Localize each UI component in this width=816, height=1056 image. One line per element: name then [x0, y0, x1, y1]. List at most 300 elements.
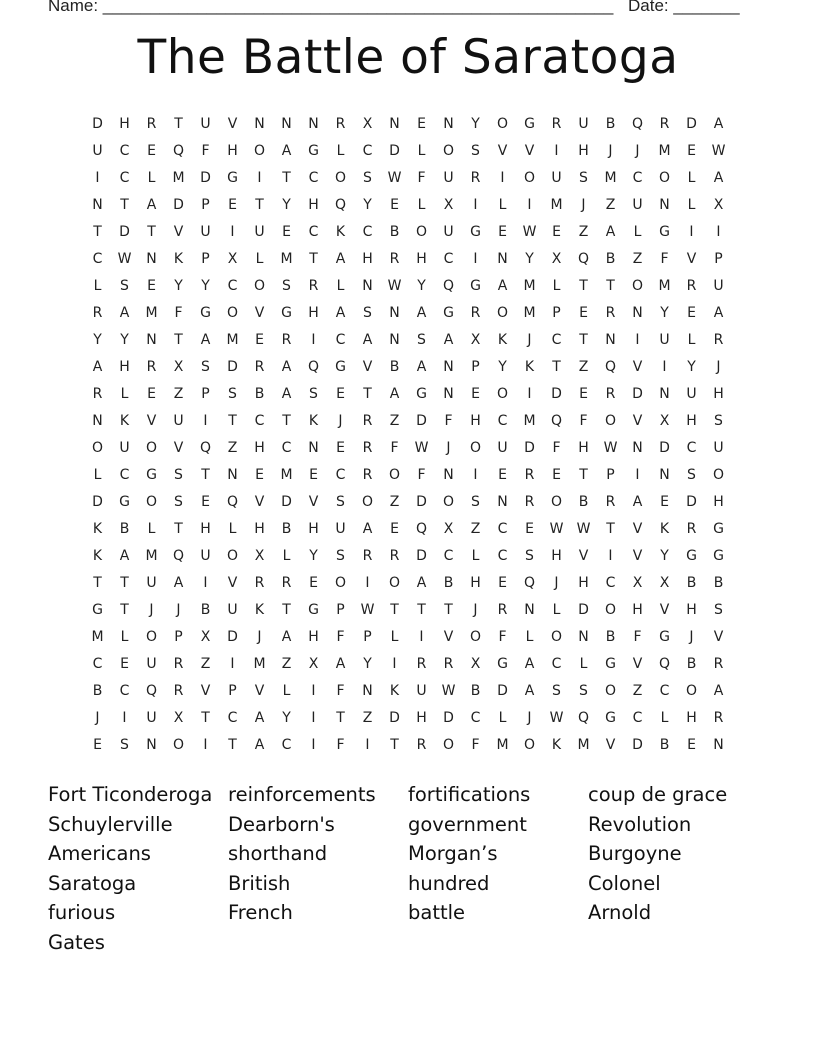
- grid-letter[interactable]: O: [685, 683, 698, 699]
- grid-letter[interactable]: E: [498, 467, 507, 483]
- grid-letter[interactable]: O: [658, 170, 671, 186]
- grid-letter[interactable]: S: [363, 305, 372, 321]
- grid-letter[interactable]: L: [147, 170, 156, 186]
- grid-letter[interactable]: D: [92, 494, 103, 510]
- grid-letter[interactable]: B: [605, 251, 616, 267]
- grid-letter[interactable]: Q: [577, 710, 590, 726]
- grid-letter[interactable]: F: [498, 629, 507, 645]
- grid-letter[interactable]: Y: [471, 116, 480, 132]
- grid-letter[interactable]: R: [92, 386, 103, 402]
- grid-letter[interactable]: T: [93, 575, 102, 591]
- grid-letter[interactable]: V: [497, 143, 508, 159]
- grid-letter[interactable]: P: [552, 305, 561, 321]
- grid-letter[interactable]: P: [228, 683, 237, 699]
- grid-letter[interactable]: S: [471, 143, 480, 159]
- grid-letter[interactable]: R: [146, 359, 157, 375]
- grid-letter[interactable]: Z: [605, 197, 616, 213]
- grid-letter[interactable]: O: [145, 629, 158, 645]
- grid-letter[interactable]: H: [470, 575, 481, 591]
- grid-letter[interactable]: N: [308, 440, 319, 456]
- grid-letter[interactable]: N: [389, 116, 400, 132]
- grid-letter[interactable]: I: [311, 710, 316, 726]
- grid-letter[interactable]: S: [714, 602, 723, 618]
- grid-letter[interactable]: D: [416, 413, 427, 429]
- grid-letter[interactable]: O: [172, 737, 185, 753]
- grid-letter[interactable]: R: [659, 116, 670, 132]
- grid-letter[interactable]: A: [281, 359, 292, 375]
- grid-letter[interactable]: N: [146, 332, 157, 348]
- grid-letter[interactable]: R: [335, 116, 346, 132]
- grid-letter[interactable]: V: [173, 440, 184, 456]
- grid-letter[interactable]: O: [334, 170, 347, 186]
- grid-letter[interactable]: C: [443, 251, 454, 267]
- grid-letter[interactable]: S: [336, 494, 345, 510]
- grid-letter[interactable]: Y: [282, 710, 291, 726]
- grid-letter[interactable]: J: [635, 143, 640, 159]
- grid-letter[interactable]: X: [713, 197, 724, 213]
- grid-letter[interactable]: R: [605, 494, 616, 510]
- grid-letter[interactable]: S: [228, 386, 237, 402]
- grid-letter[interactable]: T: [174, 521, 183, 537]
- grid-letter[interactable]: E: [579, 386, 588, 402]
- grid-letter[interactable]: L: [633, 224, 642, 240]
- grid-letter[interactable]: N: [308, 116, 319, 132]
- grid-letter[interactable]: Z: [173, 386, 184, 402]
- grid-letter[interactable]: T: [120, 575, 129, 591]
- grid-letter[interactable]: L: [120, 386, 129, 402]
- grid-letter[interactable]: X: [443, 521, 454, 537]
- grid-letter[interactable]: G: [713, 548, 724, 564]
- grid-letter[interactable]: E: [552, 224, 561, 240]
- grid-letter[interactable]: J: [446, 440, 451, 456]
- grid-letter[interactable]: S: [174, 467, 183, 483]
- grid-letter[interactable]: D: [659, 440, 670, 456]
- grid-letter[interactable]: C: [119, 467, 130, 483]
- grid-letter[interactable]: J: [689, 629, 694, 645]
- grid-letter[interactable]: H: [308, 629, 319, 645]
- grid-letter[interactable]: U: [146, 656, 157, 672]
- grid-letter[interactable]: N: [713, 737, 724, 753]
- grid-letter[interactable]: R: [713, 332, 724, 348]
- grid-letter[interactable]: C: [497, 413, 508, 429]
- grid-letter[interactable]: D: [443, 710, 454, 726]
- grid-letter[interactable]: A: [713, 170, 724, 186]
- grid-letter[interactable]: X: [443, 197, 454, 213]
- grid-letter[interactable]: P: [201, 251, 210, 267]
- grid-letter[interactable]: H: [578, 575, 589, 591]
- grid-letter[interactable]: G: [308, 143, 319, 159]
- grid-letter[interactable]: J: [608, 143, 613, 159]
- grid-letter[interactable]: D: [632, 737, 643, 753]
- grid-letter[interactable]: M: [523, 305, 536, 321]
- grid-letter[interactable]: G: [308, 602, 319, 618]
- grid-letter[interactable]: H: [227, 143, 238, 159]
- grid-letter[interactable]: T: [147, 224, 156, 240]
- grid-letter[interactable]: C: [551, 656, 562, 672]
- grid-letter[interactable]: X: [362, 116, 373, 132]
- grid-letter[interactable]: C: [551, 332, 562, 348]
- grid-letter[interactable]: R: [146, 116, 157, 132]
- grid-letter[interactable]: I: [365, 575, 370, 591]
- grid-letter[interactable]: E: [255, 332, 264, 348]
- grid-letter[interactable]: G: [713, 521, 724, 537]
- grid-letter[interactable]: Y: [201, 278, 210, 294]
- grid-letter[interactable]: L: [687, 332, 696, 348]
- grid-letter[interactable]: H: [578, 143, 589, 159]
- grid-letter[interactable]: E: [687, 305, 696, 321]
- grid-letter[interactable]: D: [389, 143, 400, 159]
- grid-letter[interactable]: R: [416, 737, 427, 753]
- grid-letter[interactable]: R: [173, 656, 184, 672]
- grid-letter[interactable]: N: [146, 737, 157, 753]
- grid-letter[interactable]: W: [414, 440, 429, 456]
- grid-letter[interactable]: A: [281, 386, 292, 402]
- grid-letter[interactable]: Y: [93, 332, 102, 348]
- grid-letter[interactable]: Z: [227, 440, 238, 456]
- grid-letter[interactable]: T: [174, 332, 183, 348]
- grid-letter[interactable]: Q: [226, 494, 239, 510]
- grid-letter[interactable]: I: [230, 224, 235, 240]
- grid-letter[interactable]: C: [605, 575, 616, 591]
- grid-letter[interactable]: S: [579, 683, 588, 699]
- grid-letter[interactable]: F: [417, 467, 426, 483]
- grid-letter[interactable]: H: [686, 413, 697, 429]
- grid-letter[interactable]: R: [173, 683, 184, 699]
- grid-letter[interactable]: V: [254, 305, 265, 321]
- grid-letter[interactable]: R: [497, 602, 508, 618]
- grid-letter[interactable]: W: [387, 170, 402, 186]
- grid-letter[interactable]: T: [201, 467, 210, 483]
- grid-letter[interactable]: R: [551, 116, 562, 132]
- grid-letter[interactable]: M: [577, 737, 590, 753]
- grid-letter[interactable]: U: [119, 440, 130, 456]
- grid-letter[interactable]: E: [552, 467, 561, 483]
- grid-letter[interactable]: M: [496, 737, 509, 753]
- grid-letter[interactable]: A: [92, 359, 103, 375]
- grid-letter[interactable]: E: [660, 494, 669, 510]
- grid-letter[interactable]: H: [713, 494, 724, 510]
- grid-letter[interactable]: O: [388, 575, 401, 591]
- grid-letter[interactable]: L: [120, 629, 129, 645]
- grid-letter[interactable]: K: [173, 251, 184, 267]
- grid-letter[interactable]: J: [257, 629, 262, 645]
- grid-letter[interactable]: H: [686, 602, 697, 618]
- grid-letter[interactable]: D: [551, 386, 562, 402]
- grid-letter[interactable]: N: [389, 305, 400, 321]
- grid-letter[interactable]: C: [686, 440, 697, 456]
- grid-letter[interactable]: T: [336, 710, 345, 726]
- grid-letter[interactable]: R: [308, 278, 319, 294]
- grid-letter[interactable]: V: [632, 413, 643, 429]
- grid-letter[interactable]: L: [336, 278, 345, 294]
- grid-letter[interactable]: D: [227, 629, 238, 645]
- grid-letter[interactable]: O: [550, 629, 563, 645]
- grid-letter[interactable]: A: [281, 143, 292, 159]
- grid-letter[interactable]: V: [173, 224, 184, 240]
- grid-letter[interactable]: F: [552, 440, 561, 456]
- grid-letter[interactable]: H: [416, 710, 427, 726]
- grid-letter[interactable]: R: [362, 548, 373, 564]
- grid-letter[interactable]: M: [145, 305, 158, 321]
- grid-letter[interactable]: V: [632, 359, 643, 375]
- grid-letter[interactable]: T: [228, 737, 237, 753]
- grid-letter[interactable]: O: [253, 278, 266, 294]
- grid-letter[interactable]: I: [365, 737, 370, 753]
- grid-letter[interactable]: L: [336, 143, 345, 159]
- grid-letter[interactable]: B: [200, 602, 211, 618]
- grid-letter[interactable]: V: [362, 359, 373, 375]
- grid-letter[interactable]: A: [389, 386, 400, 402]
- grid-letter[interactable]: I: [689, 224, 694, 240]
- grid-letter[interactable]: F: [633, 629, 642, 645]
- grid-letter[interactable]: A: [632, 494, 643, 510]
- grid-letter[interactable]: P: [714, 251, 723, 267]
- grid-letter[interactable]: L: [498, 197, 507, 213]
- grid-letter[interactable]: O: [334, 575, 347, 591]
- grid-letter[interactable]: M: [658, 143, 671, 159]
- grid-letter[interactable]: E: [417, 116, 426, 132]
- grid-letter[interactable]: U: [173, 413, 184, 429]
- grid-letter[interactable]: A: [362, 521, 373, 537]
- grid-letter[interactable]: T: [309, 251, 318, 267]
- grid-letter[interactable]: V: [659, 602, 670, 618]
- grid-letter[interactable]: I: [527, 386, 532, 402]
- grid-letter[interactable]: E: [687, 143, 696, 159]
- grid-letter[interactable]: L: [525, 629, 534, 645]
- grid-letter[interactable]: E: [579, 305, 588, 321]
- grid-letter[interactable]: U: [713, 440, 724, 456]
- grid-letter[interactable]: M: [280, 251, 293, 267]
- grid-letter[interactable]: I: [527, 197, 532, 213]
- grid-letter[interactable]: A: [254, 737, 265, 753]
- grid-letter[interactable]: N: [497, 494, 508, 510]
- grid-letter[interactable]: U: [578, 116, 589, 132]
- grid-letter[interactable]: A: [497, 278, 508, 294]
- grid-letter[interactable]: N: [92, 413, 103, 429]
- grid-letter[interactable]: I: [635, 467, 640, 483]
- grid-letter[interactable]: Z: [389, 494, 400, 510]
- grid-letter[interactable]: V: [146, 413, 157, 429]
- grid-letter[interactable]: R: [362, 467, 373, 483]
- grid-letter[interactable]: R: [254, 575, 265, 591]
- grid-letter[interactable]: H: [416, 251, 427, 267]
- grid-letter[interactable]: Y: [498, 359, 507, 375]
- grid-letter[interactable]: L: [660, 710, 669, 726]
- date-field-label[interactable]: Date: _______: [628, 0, 740, 15]
- grid-letter[interactable]: J: [176, 602, 181, 618]
- grid-letter[interactable]: O: [145, 494, 158, 510]
- grid-letter[interactable]: M: [145, 548, 158, 564]
- grid-letter[interactable]: B: [470, 683, 481, 699]
- grid-letter[interactable]: T: [606, 521, 615, 537]
- grid-letter[interactable]: E: [282, 224, 291, 240]
- grid-letter[interactable]: S: [201, 359, 210, 375]
- grid-letter[interactable]: X: [227, 251, 238, 267]
- grid-letter[interactable]: G: [497, 656, 508, 672]
- grid-letter[interactable]: Y: [660, 548, 669, 564]
- grid-letter[interactable]: L: [282, 548, 291, 564]
- grid-letter[interactable]: O: [496, 386, 509, 402]
- grid-letter[interactable]: H: [308, 305, 319, 321]
- grid-letter[interactable]: L: [228, 521, 237, 537]
- grid-letter[interactable]: W: [117, 251, 132, 267]
- grid-letter[interactable]: N: [443, 467, 454, 483]
- grid-letter[interactable]: K: [389, 683, 400, 699]
- grid-letter[interactable]: E: [147, 143, 156, 159]
- grid-letter[interactable]: O: [226, 548, 239, 564]
- grid-letter[interactable]: R: [281, 575, 292, 591]
- grid-letter[interactable]: Z: [632, 251, 643, 267]
- grid-letter[interactable]: F: [390, 440, 399, 456]
- grid-letter[interactable]: K: [524, 359, 535, 375]
- grid-letter[interactable]: N: [659, 386, 670, 402]
- grid-letter[interactable]: Y: [120, 332, 129, 348]
- grid-letter[interactable]: F: [471, 737, 480, 753]
- grid-letter[interactable]: O: [226, 305, 239, 321]
- grid-letter[interactable]: L: [255, 251, 264, 267]
- grid-letter[interactable]: A: [416, 575, 427, 591]
- grid-letter[interactable]: Z: [281, 656, 292, 672]
- grid-letter[interactable]: N: [443, 116, 454, 132]
- grid-letter[interactable]: G: [524, 116, 535, 132]
- grid-letter[interactable]: J: [338, 413, 343, 429]
- grid-letter[interactable]: R: [713, 656, 724, 672]
- grid-letter[interactable]: U: [227, 602, 238, 618]
- grid-letter[interactable]: W: [441, 683, 456, 699]
- grid-letter[interactable]: Q: [172, 143, 185, 159]
- grid-letter[interactable]: H: [632, 602, 643, 618]
- grid-letter[interactable]: N: [578, 629, 589, 645]
- grid-letter[interactable]: Z: [470, 521, 481, 537]
- grid-letter[interactable]: E: [255, 467, 264, 483]
- grid-letter[interactable]: I: [203, 413, 208, 429]
- grid-letter[interactable]: V: [578, 548, 589, 564]
- grid-letter[interactable]: I: [203, 737, 208, 753]
- grid-letter[interactable]: A: [605, 224, 616, 240]
- grid-letter[interactable]: H: [254, 521, 265, 537]
- grid-letter[interactable]: F: [336, 629, 345, 645]
- grid-letter[interactable]: P: [174, 629, 183, 645]
- grid-letter[interactable]: T: [363, 386, 372, 402]
- grid-letter[interactable]: N: [92, 197, 103, 213]
- grid-letter[interactable]: K: [254, 602, 265, 618]
- grid-letter[interactable]: B: [92, 683, 103, 699]
- grid-letter[interactable]: D: [389, 710, 400, 726]
- grid-letter[interactable]: B: [605, 629, 616, 645]
- grid-letter[interactable]: N: [227, 467, 238, 483]
- grid-letter[interactable]: B: [119, 521, 130, 537]
- grid-letter[interactable]: B: [605, 116, 616, 132]
- grid-letter[interactable]: L: [687, 170, 696, 186]
- grid-letter[interactable]: O: [631, 278, 644, 294]
- grid-letter[interactable]: R: [686, 278, 697, 294]
- grid-letter[interactable]: D: [416, 494, 427, 510]
- grid-letter[interactable]: O: [145, 440, 158, 456]
- grid-letter[interactable]: O: [523, 170, 536, 186]
- grid-letter[interactable]: L: [471, 548, 480, 564]
- grid-letter[interactable]: V: [443, 629, 454, 645]
- grid-letter[interactable]: N: [659, 197, 670, 213]
- grid-letter[interactable]: L: [147, 521, 156, 537]
- grid-letter[interactable]: A: [524, 683, 535, 699]
- grid-letter[interactable]: M: [523, 413, 536, 429]
- grid-letter[interactable]: U: [200, 548, 211, 564]
- grid-letter[interactable]: C: [227, 278, 238, 294]
- grid-letter[interactable]: Q: [307, 359, 320, 375]
- grid-letter[interactable]: Y: [309, 548, 318, 564]
- grid-letter[interactable]: S: [417, 332, 426, 348]
- grid-letter[interactable]: W: [549, 710, 564, 726]
- grid-letter[interactable]: X: [551, 251, 562, 267]
- grid-letter[interactable]: X: [659, 575, 670, 591]
- grid-letter[interactable]: I: [608, 548, 613, 564]
- grid-letter[interactable]: A: [362, 332, 373, 348]
- grid-letter[interactable]: G: [200, 305, 211, 321]
- grid-letter[interactable]: E: [147, 278, 156, 294]
- grid-letter[interactable]: H: [308, 521, 319, 537]
- grid-letter[interactable]: X: [173, 359, 184, 375]
- grid-letter[interactable]: Z: [632, 683, 643, 699]
- grid-letter[interactable]: S: [309, 386, 318, 402]
- grid-letter[interactable]: W: [576, 521, 591, 537]
- grid-letter[interactable]: D: [524, 440, 535, 456]
- grid-letter[interactable]: D: [497, 683, 508, 699]
- grid-letter[interactable]: J: [554, 575, 559, 591]
- grid-letter[interactable]: M: [658, 278, 671, 294]
- grid-letter[interactable]: U: [146, 575, 157, 591]
- grid-letter[interactable]: U: [335, 521, 346, 537]
- grid-letter[interactable]: A: [335, 656, 346, 672]
- grid-letter[interactable]: J: [527, 710, 532, 726]
- grid-letter[interactable]: I: [662, 359, 667, 375]
- grid-letter[interactable]: O: [604, 602, 617, 618]
- grid-letter[interactable]: T: [579, 332, 588, 348]
- grid-letter[interactable]: Z: [578, 224, 589, 240]
- grid-letter[interactable]: C: [281, 440, 292, 456]
- grid-letter[interactable]: Z: [362, 710, 373, 726]
- grid-letter[interactable]: C: [227, 710, 238, 726]
- grid-letter[interactable]: R: [362, 413, 373, 429]
- grid-letter[interactable]: T: [417, 602, 426, 618]
- grid-letter[interactable]: E: [336, 386, 345, 402]
- grid-letter[interactable]: N: [632, 305, 643, 321]
- grid-letter[interactable]: T: [579, 467, 588, 483]
- grid-letter[interactable]: A: [173, 575, 184, 591]
- grid-letter[interactable]: C: [308, 170, 319, 186]
- grid-letter[interactable]: T: [228, 413, 237, 429]
- grid-letter[interactable]: R: [524, 467, 535, 483]
- grid-letter[interactable]: S: [363, 170, 372, 186]
- grid-letter[interactable]: B: [389, 359, 400, 375]
- grid-letter[interactable]: G: [659, 224, 670, 240]
- grid-letter[interactable]: C: [254, 413, 265, 429]
- grid-letter[interactable]: Y: [363, 656, 372, 672]
- grid-letter[interactable]: V: [713, 629, 724, 645]
- grid-letter[interactable]: Q: [523, 575, 536, 591]
- grid-letter[interactable]: T: [606, 278, 615, 294]
- grid-letter[interactable]: C: [92, 251, 103, 267]
- grid-letter[interactable]: E: [390, 197, 399, 213]
- grid-letter[interactable]: H: [578, 440, 589, 456]
- grid-letter[interactable]: K: [497, 332, 508, 348]
- grid-letter[interactable]: Q: [334, 197, 347, 213]
- grid-letter[interactable]: E: [120, 656, 129, 672]
- grid-letter[interactable]: T: [282, 413, 291, 429]
- grid-letter[interactable]: Z: [200, 656, 211, 672]
- grid-letter[interactable]: R: [416, 656, 427, 672]
- grid-letter[interactable]: E: [471, 386, 480, 402]
- grid-letter[interactable]: R: [713, 710, 724, 726]
